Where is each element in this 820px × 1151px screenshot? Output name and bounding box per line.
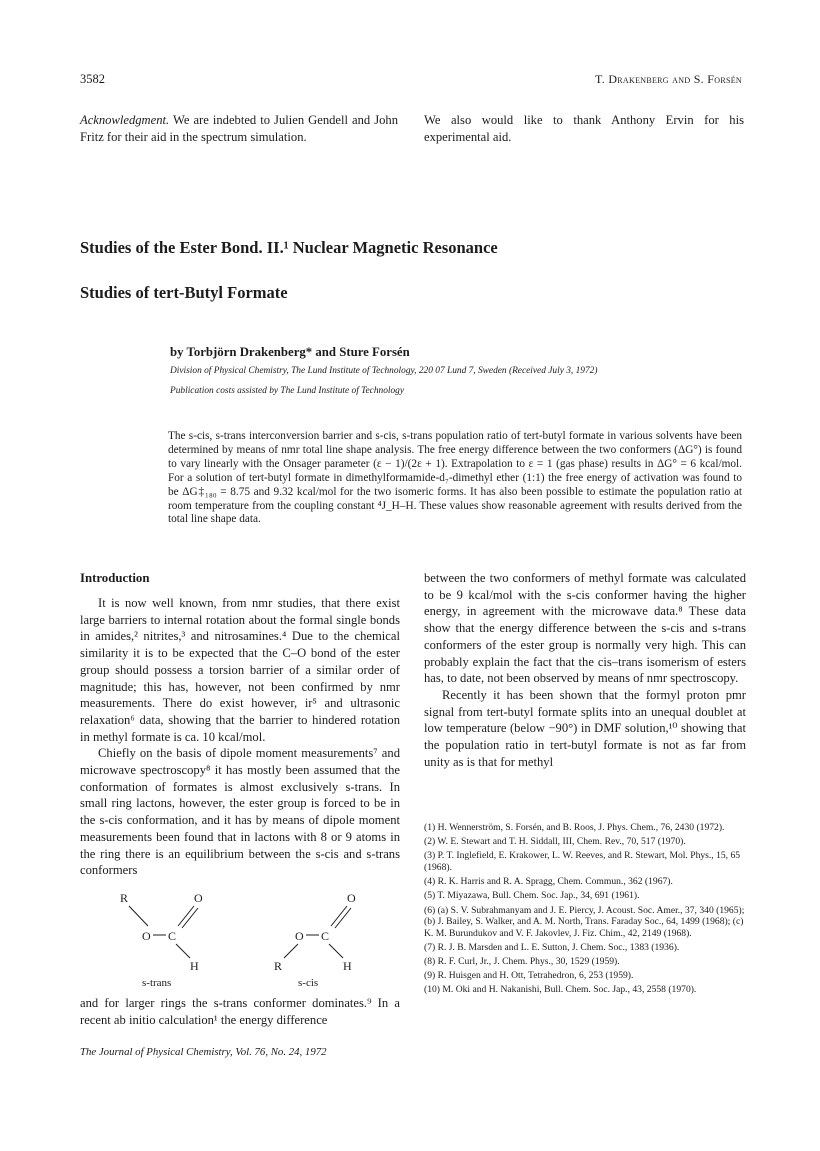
intro-paragraph: It is now well known, from nmr studies, that there exist large barriers to internal rotation about the formal single bonds in amides,² nitrites,³ and nitrosamines.⁴ Due to the chemical similarity it is to be expected that the C–O bond of the ester group should possess a torsion barrier of a similar order of magnitude; this has, however, not been confirmed by nmr measurements. There do exist however, ir⁵ and ultrasonic relaxation⁶ data, showing that the barrier to hindered rotation in methyl formate is ca. 10 kcal/mol. — [80, 596, 400, 744]
ester-conformer-diagram — [80, 888, 404, 988]
intro-paragraph: between the two conformers of methyl formate was calculated to be 9 kcal/mol with the s-cis conformer having the higher energy, in agreement with the microwave data.⁸ These data show that the energy difference between the s-cis and s-trans conformers of the ester group is normally very high. This can probably explain the fact that the cis–trans isomerism of esters has, to date, not been observed by means of nmr spectroscopy. — [424, 571, 746, 686]
funding-note: Publication costs assisted by The Lund Institute of Technology — [170, 386, 405, 396]
article-title-line2: Studies of tert-Butyl Formate — [80, 283, 288, 302]
acknowledgment-right: We also would like to thank Anthony Ervin for his experimental aid. — [424, 113, 744, 144]
reference-item: (7) R. J. B. Marsden and L. E. Sutton, J. Chem. Soc., 1383 (1936). — [424, 941, 680, 953]
bond-line — [284, 944, 298, 958]
atom-R: R — [274, 959, 283, 973]
page-number: 3582 — [80, 72, 105, 86]
section-heading-introduction: Introduction — [80, 571, 150, 585]
running-head: T. Drakenberg and S. Forsén — [594, 72, 742, 86]
reference-item: (1) H. Wennerström, S. Forsén, and B. Roos, J. Phys. Chem., 76, 2430 (1972). — [424, 822, 725, 833]
acknowledgment-label: Acknowledgment. — [80, 113, 170, 127]
atom-R: R — [120, 891, 129, 905]
reference-item: (8) R. F. Curl, Jr., J. Chem. Phys., 30, 1529 (1959). — [424, 956, 620, 968]
atom-O: O — [194, 891, 203, 905]
atom-O: O — [347, 891, 356, 905]
reference-item: (9) R. Huisgen and H. Ott, Tetrahedron, 6, 253 (1959). — [424, 970, 634, 982]
atom-O: O — [142, 929, 151, 943]
bond-line — [129, 906, 148, 926]
label-s-cis: s-cis — [298, 977, 319, 988]
byline: by Torbjörn Drakenberg* and Sture Forsén — [170, 345, 410, 359]
bond-line — [176, 944, 190, 958]
article-title-line1: Studies of the Ester Bond. II.¹ Nuclear Magnetic Resonance — [80, 238, 498, 257]
abstract: The s-cis, s-trans interconversion barrier and s-cis, s-trans population ratio of tert-butyl formate in various solvents have been determined by means of nmr total line shape analysis. The free energy difference between the two conformers (ΔG°) is found to vary linearly with the Onsager parameter (ε − 1)/(2ε + 1). Extrapolation to ε = 1 (gas phase) results in ΔG° = 6 kcal/mol. For a solution of tert-butyl formate in dimethylformamide-d₇-dimethyl ether (1:1) the free energy of activation was found to be ΔG‡₁₈₀ = 8.75 and 9.32 kcal/mol for the two isomeric forms. It has also been possible to estimate the population ratio at room temperature from the coupling constant ⁴J_H–H. These values show reasonable agreement with results derived from the total line shape data. — [168, 430, 742, 526]
reference-item: (5) T. Miyazawa, Bull. Chem. Soc. Jap., 34, 691 (1961). — [424, 890, 640, 902]
label-s-trans: s-trans — [142, 977, 172, 988]
reference-item: (3) P. T. Inglefield, E. Krakower, L. W. Reeves, and R. Stewart, Mol. Phys., 15, 65 (1968). — [424, 850, 741, 873]
references-list — [424, 822, 746, 999]
atom-C: C — [168, 929, 177, 943]
intro-right-column — [424, 570, 746, 770]
intro-paragraph: and for larger rings the s-trans conformer dominates.⁹ In a recent ab initio calculation¹ the energy difference — [80, 996, 400, 1027]
intro-left-column-continued — [80, 995, 400, 1028]
acknowledgment-text: We are indebted to Julien Gendell and John Fritz for their aid in the spectrum simulation. — [80, 113, 399, 144]
reference-item: (10) M. Oki and H. Nakanishi, Bull. Chem. Soc. Jap., 43, 2558 (1970). — [424, 984, 697, 996]
journal-footer: The Journal of Physical Chemistry, Vol. 76, No. 24, 1972 — [80, 1046, 327, 1058]
reference-item: (6) (a) S. V. Subrahmanyam and J. E. Piercy, J. Acoust. Soc. Amer., 37, 340 (1965); (b) J. Bailey, S. Walker, and A. M. North, Trans. Faraday Soc., 64, 1499 (1968); (c) K. M. Burundukov and V. F. Jakovlev, J. Fiz. Chim., 42, 2149 (1968). — [424, 904, 745, 939]
reference-item: (2) W. E. Stewart and T. H. Siddall, III, Chem. Rev., 70, 517 (1970). — [424, 836, 686, 848]
intro-left-column — [80, 595, 400, 879]
reference-item: (4) R. K. Harris and R. A. Spragg, Chem. Commun., 362 (1967). — [424, 876, 673, 888]
affiliation: Division of Physical Chemistry, The Lund Institute of Technology, 220 07 Lund 7, Sweden (Received July 3, 1972) — [170, 366, 598, 376]
atom-H: H — [190, 959, 199, 973]
bond-line — [329, 944, 343, 958]
atom-H: H — [343, 959, 352, 973]
atom-O: O — [295, 929, 304, 943]
intro-paragraph: Chiefly on the basis of dipole moment measurements⁷ and microwave spectroscopy⁸ it has mostly been assumed that the conformation of formates is almost exclusively s-trans. In small ring lactons, however, the ester group is forced to be in the s-cis conformation, and it has by means of dipole moment measurements been found that in lactons with 8 or 9 atoms in the ring there is an equilibrium between the s-cis and s-trans conformers — [80, 746, 400, 878]
atom-C: C — [321, 929, 330, 943]
intro-paragraph: Recently it has been shown that the formyl proton pmr signal from tert-butyl formate splits into an unequal doublet at low temperature (below −90°) in DMF solution,¹⁰ showing that the population ratio in tert-butyl formate is not as far from unity as is that for methyl — [424, 687, 746, 769]
acknowledgment-left — [80, 112, 398, 145]
